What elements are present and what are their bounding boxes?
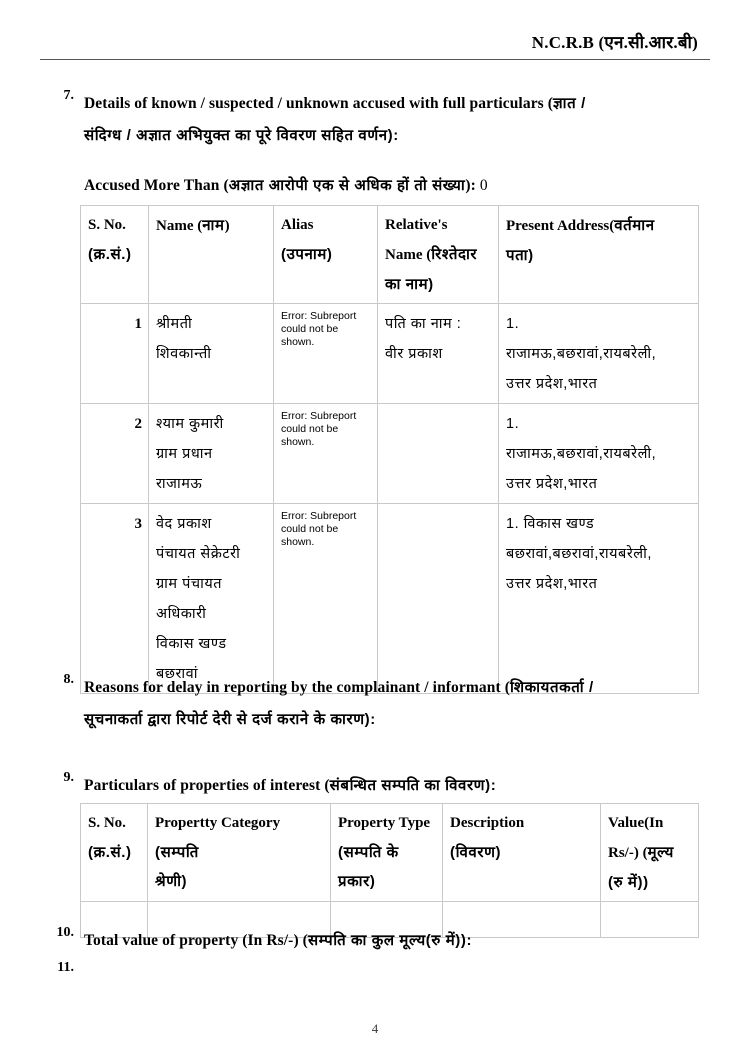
item-8-label-hi-1: शिकायतकर्ता /: [509, 679, 594, 696]
accused-row-2-sno: 2: [81, 404, 149, 504]
property-col-value-hi-1: मूल्य: [647, 844, 674, 861]
accused-col-relative-en: Relative's: [385, 217, 448, 233]
accused-more-than-suffix: ):: [465, 177, 480, 194]
accused-row-1-name: [149, 304, 274, 404]
item-8-label: [84, 672, 720, 736]
accused-col-sno-hi: (क्र.सं.): [88, 246, 132, 263]
accused-row-3-name-line-5: विकास खण्ड: [156, 636, 227, 652]
accused-row-1-address-line-3: उत्तर प्रदेश,भारत: [506, 376, 598, 392]
property-col-value: [601, 804, 699, 902]
accused-row-3-relative: [378, 504, 499, 694]
accused-row-3-name: [149, 504, 274, 694]
header-divider: [40, 59, 710, 60]
accused-col-address-en: Present Address(: [506, 218, 615, 234]
property-col-category: [148, 804, 331, 902]
accused-col-name-suffix: ): [224, 218, 230, 234]
accused-col-alias-en: Alias: [281, 217, 314, 233]
accused-row-2-name-line-2: ग्राम प्रधान: [156, 446, 213, 462]
accused-row-2-address-line-3: उत्तर प्रदेश,भारत: [506, 476, 598, 492]
section-item-9: [40, 770, 720, 802]
accused-more-than-line: [84, 170, 720, 202]
accused-table: [80, 205, 699, 694]
accused-row-1-name-line-1: श्रीमती: [156, 316, 193, 332]
table-row: [81, 304, 699, 404]
accused-row-1-name-line-2: शिवकान्ती: [156, 346, 212, 362]
accused-row-2-name-line-3: राजामऊ: [156, 476, 203, 492]
item-8-body: [84, 672, 720, 736]
property-col-category-en: Propertty Category: [155, 815, 281, 831]
item-10-label: [84, 925, 720, 957]
table-row: [81, 404, 699, 504]
accused-row-3-address: [499, 504, 699, 694]
accused-row-1-alias: [274, 304, 378, 404]
accused-row-1-relative-line-1: पति का नाम :: [385, 316, 462, 332]
item-11-number: 11.: [57, 960, 74, 975]
section-item-7: [40, 88, 720, 202]
item-7-label-hi-2: संदिग्ध / अज्ञात अभियुक्त का पूरे विवरण सहित वर्णन):: [84, 127, 399, 144]
property-col-value-en-1: Value(In: [608, 815, 664, 831]
item-9-label-en: Particulars of properties of interest (: [84, 777, 330, 794]
subreport-error-text: Error: Subreport could not be shown.: [281, 510, 357, 548]
item-7-label: [84, 88, 720, 152]
property-col-sno-hi: (क्र.सं.): [88, 844, 132, 861]
item-9-body: [84, 770, 720, 802]
table-row: [81, 504, 699, 694]
accused-col-sno-en: S. No.: [88, 217, 126, 233]
section-item-8: [40, 672, 720, 736]
property-col-value-line2: [608, 838, 692, 868]
accused-row-1-address: [499, 304, 699, 404]
item-10-label-en: Total value of property (In Rs/-) (: [84, 932, 308, 949]
item-8-label-hi-2: सूचनाकर्ता द्वारा रिपोर्ट देरी से दर्ज कराने के कारण):: [84, 711, 376, 728]
accused-row-3-name-line-6: बछरावां: [156, 666, 198, 682]
item-10-number: 10.: [56, 925, 74, 940]
accused-col-relative-en-2: Name (: [385, 247, 432, 263]
item-7-number: 7.: [63, 88, 74, 103]
accused-col-name: [149, 206, 274, 304]
header-title: N.C.R.B (एन.सी.आर.बी): [531, 33, 698, 52]
accused-row-2-address: [499, 404, 699, 504]
property-col-value-hi-2: (रु में)): [608, 874, 649, 891]
accused-row-2-name-line-1: श्याम कुमारी: [156, 416, 224, 432]
accused-row-3-address-line-3: उत्तर प्रदेश,भारत: [506, 576, 598, 592]
property-col-value-en-2: Rs/-) (: [608, 845, 648, 861]
accused-row-1-relative-line-2: वीर प्रकाश: [385, 346, 443, 362]
subreport-error-text: Error: Subreport could not be shown.: [281, 410, 357, 448]
property-table-wrapper: [80, 803, 698, 938]
accused-col-address-hi-1: वर्तमान: [614, 217, 655, 234]
property-col-sno-en: S. No.: [88, 815, 126, 831]
accused-col-alias-hi: (उपनाम): [281, 246, 333, 263]
item-7-label-hi-1: ज्ञात /: [553, 95, 586, 112]
accused-row-3-name-line-2: पंचायत सेक्रेटरी: [156, 546, 241, 562]
accused-row-3-address-line-2: बछरावां,बछरावां,रायबरेली,: [506, 546, 652, 562]
property-col-category-hi-2: श्रेणी): [155, 873, 188, 890]
property-col-description: [443, 804, 601, 902]
accused-col-address-line1: [506, 211, 692, 241]
accused-row-3-name-line-3: ग्राम पंचायत: [156, 576, 223, 592]
item-9-number: 9.: [63, 770, 74, 785]
accused-row-3-name-line-4: अधिकारी: [156, 606, 207, 622]
accused-col-address-hi-2: पता): [506, 247, 534, 264]
accused-col-relative: [378, 206, 499, 304]
accused-row-3-alias: [274, 504, 378, 694]
page-number: 4: [371, 1021, 379, 1036]
accused-row-2-name: [149, 404, 274, 504]
accused-row-3-address-line-1: 1. विकास खण्ड: [506, 516, 595, 532]
accused-more-than-value: 0: [479, 177, 488, 194]
accused-row-2-relative: [378, 404, 499, 504]
accused-row-2-address-line-1: 1.: [506, 416, 520, 432]
accused-col-relative-line2: [385, 240, 492, 270]
accused-table-body: [81, 304, 699, 694]
accused-table-wrapper: [80, 205, 698, 694]
property-col-sno: [81, 804, 148, 902]
property-col-description-hi: (विवरण): [450, 844, 502, 861]
accused-row-1-address-line-1: 1.: [506, 316, 520, 332]
property-col-type-en: Property Type: [338, 815, 431, 831]
accused-col-name-en: Name (: [156, 218, 203, 234]
accused-col-name-hi: नाम: [202, 217, 225, 234]
accused-col-relative-hi-1: रिश्तेदार: [431, 246, 478, 263]
accused-row-2-address-line-2: राजामऊ,बछरावां,रायबरेली,: [506, 446, 657, 462]
accused-col-address: [499, 206, 699, 304]
accused-row-1-relative: [378, 304, 499, 404]
item-7-body: [84, 88, 720, 202]
property-col-category-hi-1: (सम्पति: [155, 844, 199, 861]
property-col-type-hi-1: (सम्पति के: [338, 844, 399, 861]
item-9-label-hi: संबन्धित सम्पति का विवरण):: [329, 777, 497, 794]
property-col-description-en: Description: [450, 815, 525, 831]
property-table-header-row: [81, 804, 699, 902]
accused-more-than-label-en: Accused More Than (: [84, 177, 229, 194]
property-col-type: [331, 804, 443, 902]
accused-more-than-label-hi: अज्ञात आरोपी एक से अधिक हों तो संख्या: [228, 177, 466, 194]
property-col-type-hi-2: प्रकार): [338, 873, 376, 890]
accused-row-3-name-line-1: वेद प्रकाश: [156, 516, 212, 532]
accused-row-3-sno: 3: [81, 504, 149, 694]
item-8-label-en: Reasons for delay in reporting by the complainant / informant (: [84, 679, 510, 696]
accused-row-1-address-line-2: राजामऊ,बछरावां,रायबरेली,: [506, 346, 657, 362]
accused-row-2-alias: [274, 404, 378, 504]
item-10-label-hi: सम्पति का कुल मूल्य(रु में)):: [307, 932, 473, 949]
property-table: [80, 803, 699, 938]
item-8-number: 8.: [63, 672, 74, 687]
accused-row-1-sno: 1: [81, 304, 149, 404]
accused-col-alias: [274, 206, 378, 304]
item-10-body: [84, 925, 720, 957]
item-7-label-en: Details of known / suspected / unknown accused with full particulars (: [84, 95, 554, 112]
accused-col-relative-hi-2: का नाम): [385, 276, 434, 293]
subreport-error-text: Error: Subreport could not be shown.: [281, 310, 357, 348]
item-9-label: [84, 770, 720, 802]
accused-col-sno: [81, 206, 149, 304]
section-item-10: [40, 925, 720, 957]
page-header: [40, 30, 710, 70]
accused-table-header-row: [81, 206, 699, 304]
